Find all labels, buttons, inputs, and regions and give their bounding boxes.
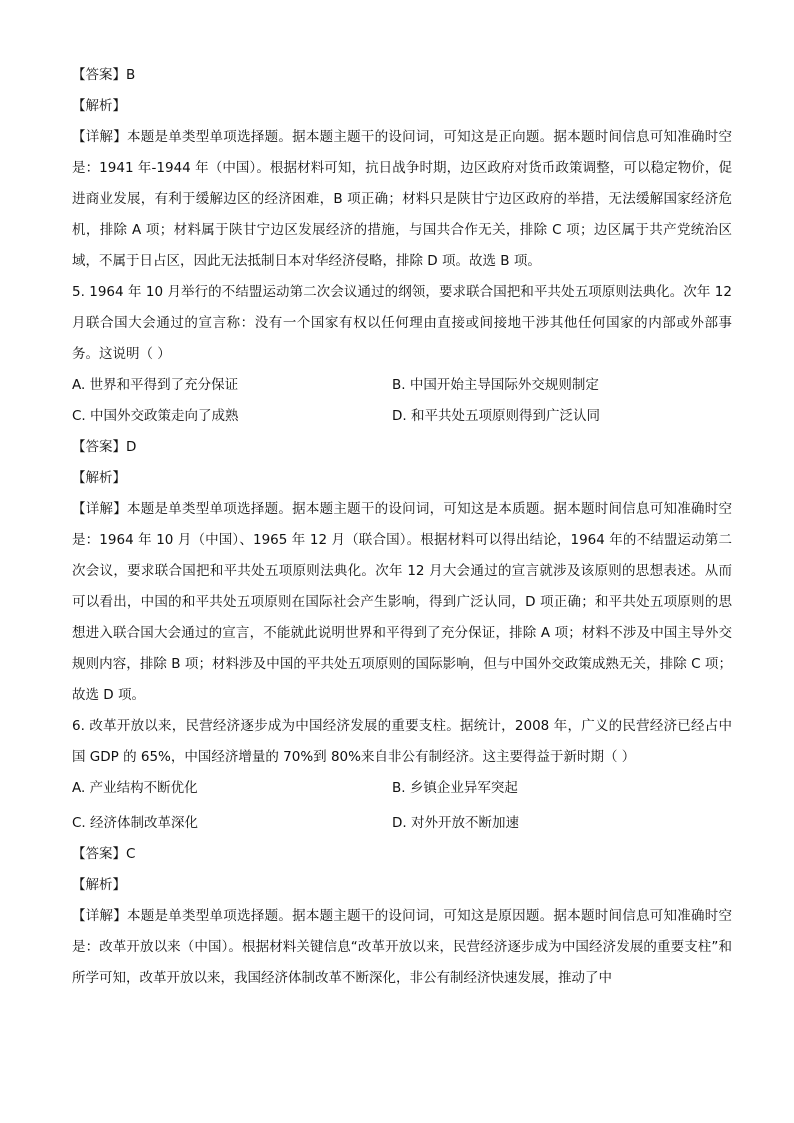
q6-options-row-1: [72, 773, 732, 804]
q6-option-b: B. 乡镇企业异军突起: [392, 780, 518, 796]
q6-option-a: A. 产业结构不断优化: [72, 780, 198, 796]
analysis-label-q5: 【解析】: [72, 470, 126, 486]
question-5: 5. 1964 年 10 月举行的不结盟运动第二次会议通过的纲领，要求联合国把和平共处五项原则法典化。次年 12 月联合国大会通过的宣言称：没有一个国家有权以任何理由直接或间接地干涉其他任何国家的内部或外部事务。这说明（ ）: [72, 284, 732, 362]
detail-q6: 【详解】本题是单类型单项选择题。据本题主题干的设问词，可知这是原因题。据本题时间信息可知准确时空是：改革开放以来（中国）。根据材料关键信息“改革开放以来，民营经济逐步成为中国经济发展的重要支柱”和所学可知，改革开放以来，我国经济体制改革不断深化，非公有制经济快速发展，推动了中: [72, 908, 732, 986]
q5-option-d: D. 和平共处五项原则得到广泛认同: [392, 408, 600, 424]
q5-option-c: C. 中国外交政策走向了成熟: [72, 408, 239, 424]
detail-q5: 【详解】本题是单类型单项选择题。据本题主题干的设问词，可知这是本质题。据本题时间信息可知准确时空是：1964 年 10 月（中国）、1965 年 12 月（联合国）。根据材料可以得出结论，1964 年的不结盟运动第二次会议，要求联合国把和平共处五项原则法典化。次年 12 月大会通过的宣言就涉及该原则的思想表述。从而可以看出，中国的和平共处五项原则在国际社会产生影响，得到广泛认同，D 项正确；和平共处五项原则的思想进入联合国大会通过的宣言，不能就此说明世界和平得到了充分保证，排除 A 项；材料不涉及中国主导外交规则内容，排除 B 项；材料涉及中国的平共处五项原则的国际影响，但与中国外交政策成熟无关，排除 C 项；故选 D 项。: [72, 501, 732, 703]
q6-options-row-2: [72, 808, 732, 839]
analysis-label-q6: 【解析】: [72, 877, 126, 893]
document-page: [72, 60, 732, 994]
analysis-label-q4: 【解析】: [72, 98, 126, 114]
q5-options-row-2: [72, 401, 732, 432]
q5-option-a: A. 世界和平得到了充分保证: [72, 377, 239, 393]
detail-q4: 【详解】本题是单类型单项选择题。据本题主题干的设问词，可知这是正向题。据本题时间信息可知准确时空是：1941 年-1944 年（中国）。根据材料可知，抗日战争时期，边区政府对货币政策调整，可以稳定物价，促进商业发展，有利于缓解边区的经济困难，B 项正确；材料只是陕甘宁边区政府的举措，无法缓解国家经济危机，排除 A 项；材料属于陕甘宁边区发展经济的措施，与国共合作无关，排除 C 项；边区属于共产党统治区域，不属于日占区，因此无法抵制日本对华经济侵略，排除 D 项。故选 B 项。: [72, 129, 732, 269]
question-6: 6. 改革开放以来，民营经济逐步成为中国经济发展的重要支柱。据统计，2008 年，广义的民营经济已经占中国 GDP 的 65%，中国经济增量的 70%到 80%来自非公有制经济。这主要得益于新时期（ ）: [72, 718, 732, 765]
answer-q4: 【答案】B: [72, 67, 136, 83]
q5-option-b: B. 中国开始主导国际外交规则制定: [392, 377, 599, 393]
q5-options-row-1: [72, 370, 732, 401]
answer-q6: 【答案】C: [72, 846, 136, 862]
q6-option-d: D. 对外开放不断加速: [392, 815, 519, 831]
q6-option-c: C. 经济体制改革深化: [72, 815, 199, 831]
answer-q5: 【答案】D: [72, 439, 137, 455]
